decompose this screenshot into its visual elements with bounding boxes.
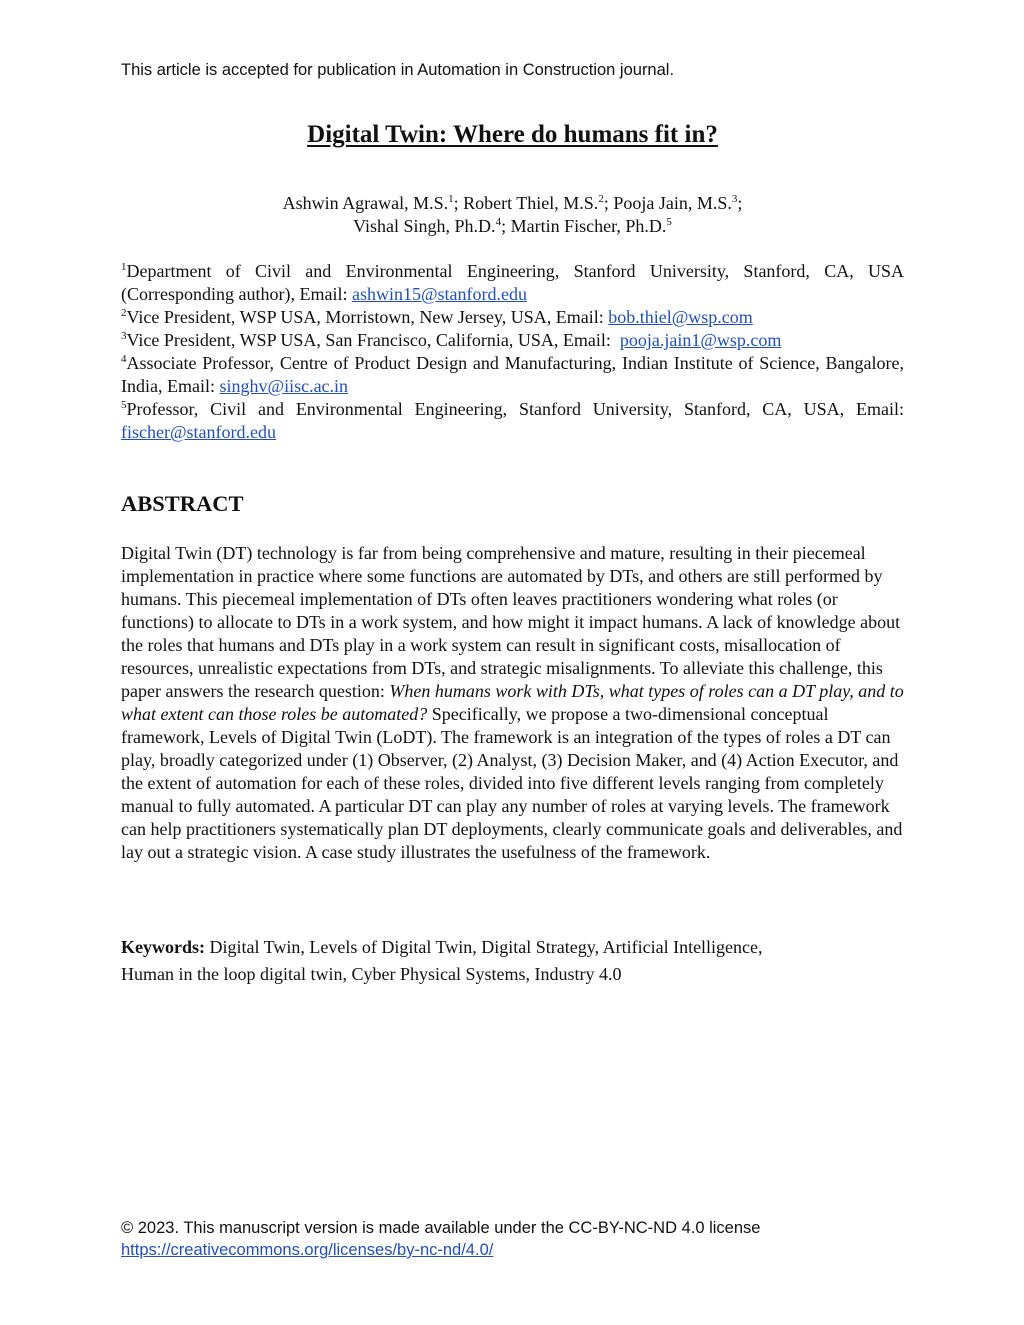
- author-list: [121, 192, 904, 238]
- author-name: Pooja Jain, M.S.: [613, 193, 732, 213]
- author-separator: ;: [453, 193, 464, 213]
- email-link[interactable]: pooja.jain1@wsp.com: [619, 330, 782, 350]
- affiliation-mark: 4: [121, 353, 127, 365]
- author-affil-mark: 4: [495, 216, 502, 228]
- author-affil-mark: 2: [598, 193, 604, 205]
- affiliation-text: Department of Civil and Environmental Engineering, Stanford University, Stanford, CA, USA (Corresponding author), Email:: [121, 261, 904, 304]
- abstract-text-before: Digital Twin (DT) technology is far from being comprehensive and mature, resulting in their piecemeal implementation in practice where some functions are automated by DTs, and others are still performed by humans. This piecemeal implementation of DTs often leaves practitioners wondering what roles (or functions) to allocate to DTs in a work system, and how might it impact humans. A lack of knowledge about the roles that humans and DTs play in a work system can result in significant costs, misallocation of resources, unrealistic expectations from DTs, and strategic misalignments. To alleviate this challenge, this paper answers the research question:: [121, 543, 901, 701]
- affiliation-text: Vice President, WSP USA, Morristown, New Jersey, USA, Email:: [126, 307, 609, 327]
- license-text: © 2023. This manuscript version is made available under the CC-BY-NC-ND 4.0 license: [121, 1219, 761, 1237]
- publication-note: This article is accepted for publication in Automation in Construction journal.: [121, 61, 675, 79]
- affiliation-item: [121, 306, 904, 329]
- email-link[interactable]: fischer@stanford.edu: [121, 422, 277, 442]
- affiliation-item: [121, 260, 904, 306]
- affiliation-text: Vice President, WSP USA, San Francisco, California, USA, Email:: [126, 330, 620, 350]
- abstract-body: [121, 542, 904, 864]
- author-name: Vishal Singh, Ph.D.: [353, 216, 496, 236]
- paper-page: [121, 0, 904, 1325]
- keywords-label: Keywords:: [121, 937, 205, 957]
- author-affil-mark: 3: [731, 193, 738, 205]
- abstract-text-after: Specifically, we propose a two-dimensional conceptual framework, Levels of Digital Twin (LoDT). The framework is an integration of the types of roles a DT can play, broadly categorized under (1) Observer, (2) Analyst, (3) Decision Maker, and (4) Action Executor, and the extent of automation for each of these roles, divided into five different levels ranging from completely manual to fully automated. A particular DT can play any number of roles at varying levels. The framework can help practitioners systematically plan DT deployments, clearly communicate goals and deliverables, and lay out a strategic vision. A case study illustrates the usefulness of the framework.: [121, 704, 903, 862]
- license-footer: [121, 1217, 760, 1261]
- author-separator: ;: [603, 193, 614, 213]
- author-name: Robert Thiel, M.S.: [463, 193, 599, 213]
- author-name: Martin Fischer, Ph.D.: [510, 216, 667, 236]
- keywords-line-2: Human in the loop digital twin, Cyber Physical Systems, Industry 4.0: [121, 964, 622, 984]
- author-separator: ;: [737, 193, 743, 213]
- paper-title: Digital Twin: Where do humans fit in?: [307, 121, 718, 148]
- author-affil-mark: 1: [448, 193, 454, 205]
- affiliation-mark: 3: [121, 330, 127, 342]
- author-name: Ashwin Agrawal, M.S.: [282, 193, 449, 213]
- affiliation-item: [121, 352, 904, 398]
- affiliation-mark: 2: [121, 307, 127, 319]
- affiliation-item: [121, 329, 904, 352]
- keywords-block: [121, 934, 904, 988]
- keywords-line-1: [121, 934, 904, 961]
- abstract-heading: ABSTRACT: [121, 491, 244, 516]
- author-line-2: [121, 215, 904, 238]
- affiliation-item: [121, 398, 904, 444]
- email-link[interactable]: singhv@iisc.ac.in: [219, 376, 349, 396]
- keywords-text: Digital Twin, Levels of Digital Twin, Digital Strategy, Artificial Intelligence,: [205, 937, 763, 957]
- affiliation-text: Professor, Civil and Environmental Engineering, Stanford University, Stanford, CA, USA, Email:: [126, 399, 904, 419]
- affiliation-mark: 1: [121, 261, 127, 273]
- affiliation-mark: 5: [121, 399, 127, 411]
- email-link[interactable]: ashwin15@stanford.edu: [351, 284, 527, 304]
- author-affil-mark: 5: [666, 216, 672, 228]
- research-question: When humans work with DTs, what types of roles can a DT play, and to what extent can those roles be automated?: [121, 681, 904, 724]
- author-separator: ;: [501, 216, 511, 236]
- author-line-1: [121, 192, 904, 215]
- affiliation-text: Associate Professor, Centre of Product Design and Manufacturing, Indian Institute of Science, Bangalore, India, Email:: [121, 353, 904, 396]
- email-link[interactable]: bob.thiel@wsp.com: [608, 307, 753, 327]
- license-link[interactable]: https://creativecommons.org/licenses/by-nc-nd/4.0/: [121, 1241, 494, 1259]
- affiliation-list: [121, 260, 904, 444]
